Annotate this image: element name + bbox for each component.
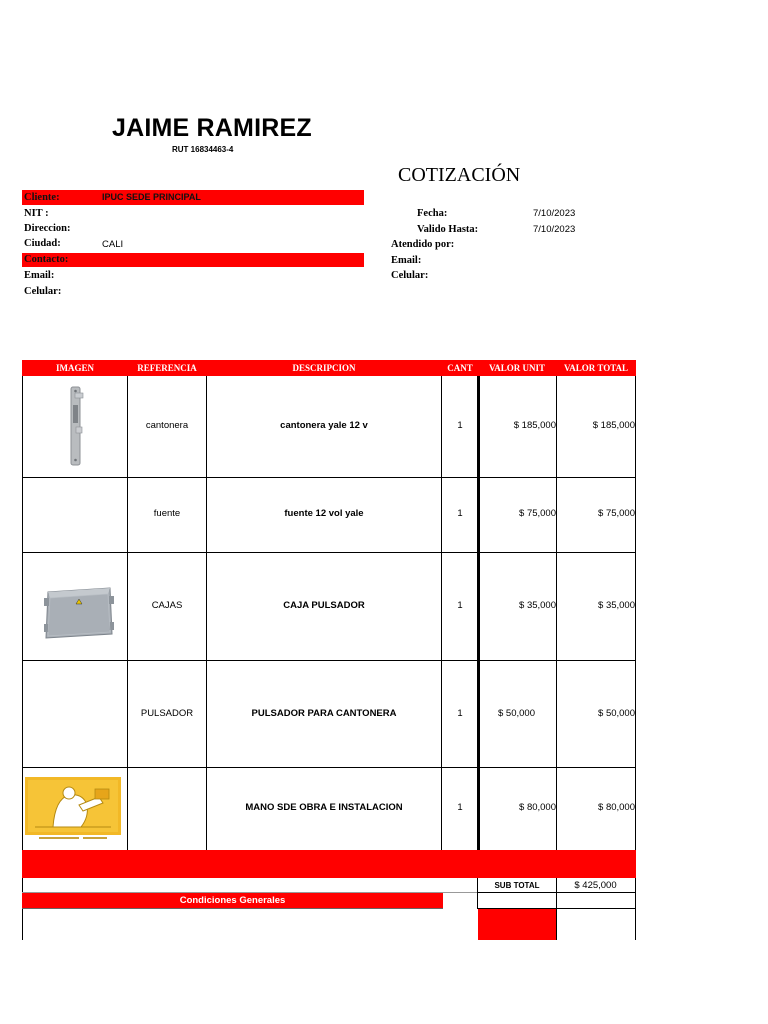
atendido-label: Atendido por: (391, 239, 455, 250)
nit-label: NIT : (24, 208, 49, 219)
row3-valor-total: $ 35,000 (598, 600, 635, 611)
total-red-cell (478, 909, 556, 940)
grid-line (22, 878, 23, 940)
row1-descripcion: cantonera yale 12 v (280, 420, 368, 431)
seller-celular-label: Celular: (391, 270, 429, 281)
grid-line (22, 376, 23, 850)
document-title: COTIZACIÓN (398, 164, 521, 186)
row2-descripcion: fuente 12 vol yale (284, 508, 364, 519)
row5-descripcion: MANO SDE OBRA E INSTALACION (245, 802, 403, 813)
row1-cant: 1 (457, 420, 463, 431)
grid-line (22, 552, 636, 553)
ciudad-value: CALI (102, 239, 124, 250)
grid-line (22, 908, 443, 909)
fecha-value: 7/10/2023 (533, 208, 576, 219)
row4-referencia: PULSADOR (140, 708, 194, 719)
cliente-value: IPUC SEDE PRINCIPAL (102, 192, 201, 202)
th-valor-total: VALOR TOTAL (563, 363, 629, 373)
th-cant: CANT (447, 363, 473, 373)
company-rut: RUT 16834463-4 (172, 145, 234, 154)
row4-valor-total: $ 50,000 (598, 708, 635, 719)
junction-box-image (42, 584, 116, 642)
row1-valor-total: $ 185,000 (592, 420, 635, 431)
row5-valor-total: $ 80,000 (598, 802, 635, 813)
row4-valor-unit: $ 50,000 (498, 708, 535, 719)
row5-cant: 1 (457, 802, 463, 813)
worker-illustration-image (25, 777, 121, 841)
subtotal-value: $ 425,000 (574, 880, 617, 891)
client-email-label: Email: (24, 270, 55, 281)
contacto-label: Contacto: (24, 254, 69, 265)
row3-cant: 1 (457, 600, 463, 611)
direccion-label: Direccion: (24, 223, 71, 234)
grid-line (22, 660, 636, 661)
row1-referencia: cantonera (145, 420, 189, 431)
row5-valor-unit: $ 80,000 (519, 802, 556, 813)
row3-descripcion: CAJA PULSADOR (283, 600, 365, 611)
valido-label: Valido Hasta: (417, 224, 479, 235)
grid-line (477, 376, 480, 850)
grid-line (127, 376, 128, 850)
cliente-label: Cliente: (24, 192, 60, 203)
table-footer-bar (22, 850, 636, 878)
row2-cant: 1 (457, 508, 463, 519)
row4-descripcion: PULSADOR PARA CANTONERA (251, 708, 397, 719)
door-strike-image (64, 385, 86, 467)
company-name: JAIME RAMIREZ (112, 114, 312, 142)
grid-line (22, 767, 636, 768)
grid-line (477, 892, 636, 893)
grid-line (635, 376, 636, 850)
grid-line (206, 376, 207, 850)
contacto-bar (22, 253, 364, 267)
row3-valor-unit: $ 35,000 (519, 600, 556, 611)
grid-line (22, 477, 636, 478)
row2-referencia: fuente (153, 508, 181, 519)
row1-valor-unit: $ 185,000 (513, 420, 556, 431)
conditions-bar: Condiciones Generales (22, 893, 443, 908)
grid-line (556, 376, 557, 850)
valido-value: 7/10/2023 (533, 224, 576, 235)
client-celular-label: Celular: (24, 286, 62, 297)
grid-line (635, 878, 636, 940)
grid-line (441, 376, 442, 850)
th-referencia: REFERENCIA (137, 363, 197, 373)
row3-referencia: CAJAS (151, 600, 183, 611)
th-valor-unit: VALOR UNIT (488, 363, 546, 373)
th-descripcion: DESCRIPCION (292, 363, 356, 373)
row2-valor-total: $ 75,000 (598, 508, 635, 519)
subtotal-label: SUB TOTAL (494, 881, 540, 890)
row2-valor-unit: $ 75,000 (519, 508, 556, 519)
seller-email-label: Email: (391, 255, 422, 266)
row4-cant: 1 (457, 708, 463, 719)
th-imagen: IMAGEN (56, 363, 94, 373)
ciudad-label: Ciudad: (24, 238, 61, 249)
fecha-label: Fecha: (417, 208, 448, 219)
